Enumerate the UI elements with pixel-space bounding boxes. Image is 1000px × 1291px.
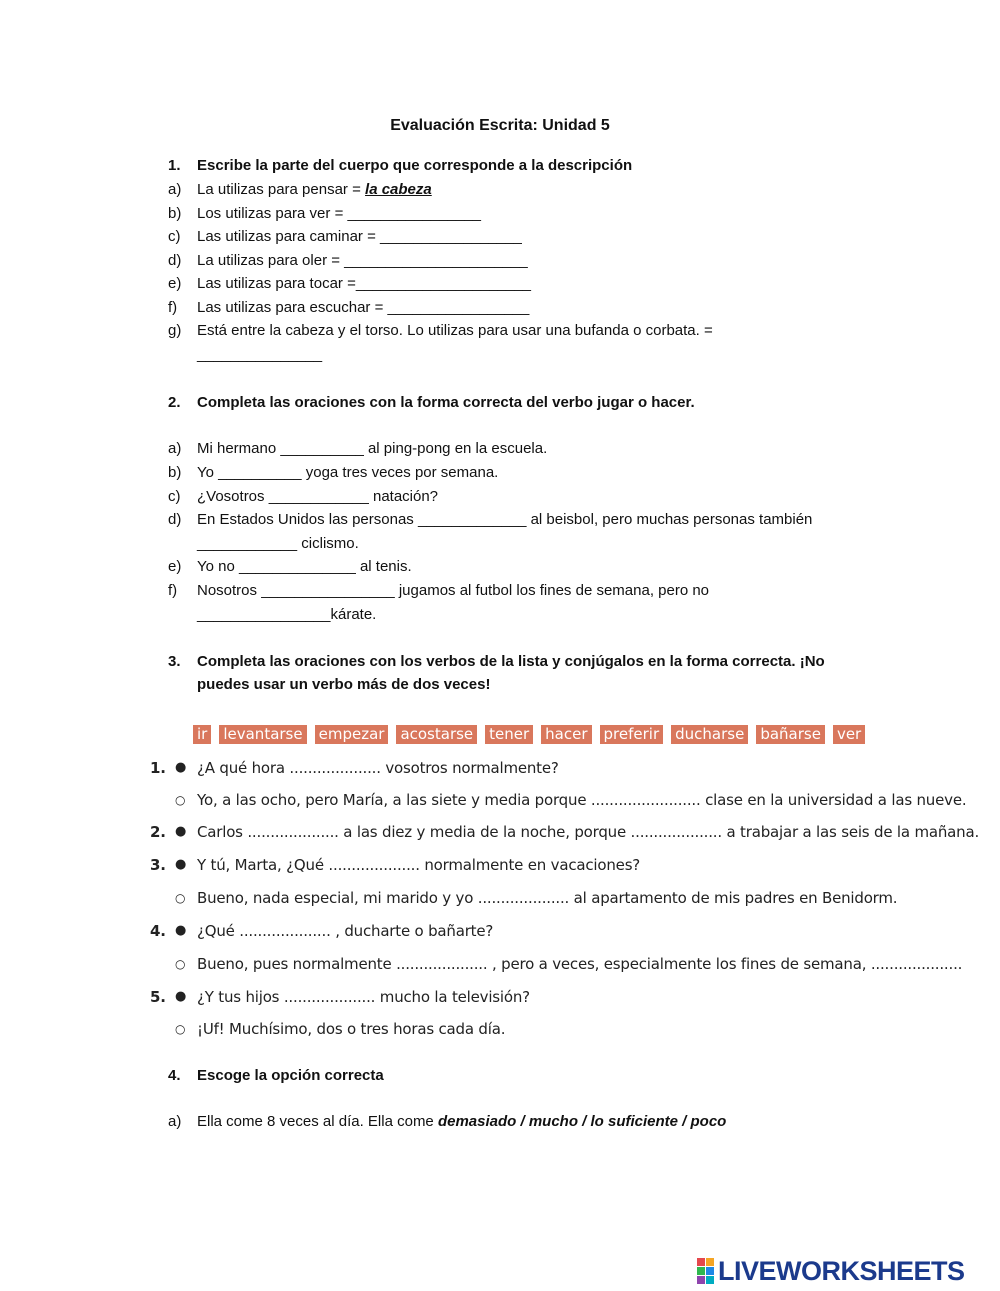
dialogue-number: 4.: [150, 922, 166, 940]
item-label: e): [168, 558, 182, 575]
question-2f-continuation[interactable]: ________________kárate.: [197, 606, 377, 623]
question-1c: [168, 225, 522, 249]
filled-bullet-icon: ●: [175, 824, 187, 839]
question-2f[interactable]: [168, 579, 709, 603]
question-1b: [168, 202, 481, 226]
hollow-bullet-icon: ○: [175, 891, 186, 905]
item-label: b): [168, 464, 182, 481]
word-bank: [193, 725, 865, 745]
item-text[interactable]: Las utilizas para caminar = _________________: [197, 228, 522, 245]
question-1a: [168, 178, 432, 202]
choice-options[interactable]: demasiado / mucho / lo suficiente / poco: [437, 1113, 727, 1130]
section-4-heading: [168, 1064, 857, 1087]
item-label: c): [168, 488, 181, 505]
word-chip-empezar: empezar: [315, 725, 389, 744]
filled-bullet-icon: ●: [175, 923, 187, 938]
section-1-heading: [168, 154, 857, 177]
item-label: g): [168, 322, 182, 339]
word-chip-ver: ver: [833, 725, 865, 744]
item-text: La utilizas para pensar =: [197, 181, 366, 198]
word-chip-acostarse: acostarse: [396, 725, 477, 744]
filled-bullet-icon: ●: [175, 989, 187, 1004]
word-chip-levantarse: levantarse: [219, 725, 306, 744]
question-2d-continuation[interactable]: ____________ ciclismo.: [197, 535, 359, 552]
item-label: f): [168, 582, 178, 599]
hollow-bullet-icon: ○: [175, 957, 186, 971]
item-text: En Estados Unidos las personas _____________ al beisbol, pero muchas personas también: [197, 511, 813, 528]
liveworksheets-logo: [697, 1256, 965, 1286]
item-text: Yo no ______________ al tenis.: [197, 558, 412, 575]
dialogue-number: 3.: [150, 856, 166, 874]
question-4a: [168, 1110, 726, 1134]
dialogue-number: 2.: [150, 823, 166, 841]
word-chip-tener: tener: [485, 725, 533, 744]
item-label: a): [168, 440, 182, 457]
section-3-heading-text: Completa las oraciones con los verbos de la lista y conjúgalos en la forma correcta. ¡No puedes usar un verbo más de dos veces!: [197, 653, 825, 693]
question-1e: [168, 272, 531, 296]
dialogue-text: Carlos .................... a las diez y media de la noche, porque .................... a trabajar a las seis de la mañana.: [197, 823, 980, 841]
item-label: f): [168, 298, 178, 316]
answer-1a[interactable]: la cabeza: [365, 181, 432, 198]
section-4-number: 4.: [168, 1067, 181, 1084]
section-4-heading-text: Escoge la opción correcta: [197, 1067, 384, 1084]
dialogue-text: Bueno, nada especial, mi marido y yo .................... al apartamento de mis padres en Benidorm.: [197, 889, 898, 907]
section-1-heading-text: Escribe la parte del cuerpo que corresponde a la descripción: [197, 157, 633, 174]
item-label: a): [168, 181, 182, 198]
hollow-bullet-icon: ○: [175, 1022, 186, 1036]
word-chip-banarse: bañarse: [756, 725, 825, 744]
item-label: a): [168, 1113, 182, 1130]
item-text[interactable]: Las utilizas para escuchar = _________________: [197, 298, 530, 316]
word-chip-preferir: preferir: [600, 725, 664, 744]
dialogue-text: Yo, a las ocho, pero María, a las siete y media porque ........................ clase en la universidad a las nueve.: [197, 791, 967, 809]
dialogue-text: ¿A qué hora .................... vosotros normalmente?: [197, 759, 559, 777]
section-2-number: 2.: [168, 394, 181, 411]
item-text[interactable]: Las utilizas para tocar =_____________________: [197, 275, 532, 292]
dialogue-text: ¡Uf! Muchísimo, dos o tres horas cada día.: [197, 1020, 506, 1038]
hollow-bullet-icon: ○: [175, 793, 186, 807]
item-text: Está entre la cabeza y el torso. Lo utilizas para usar una bufanda o corbata. =: [197, 322, 713, 339]
question-2d[interactable]: [168, 508, 812, 532]
dialogue-text: ¿Y tus hijos .................... mucho la televisión?: [197, 988, 530, 1006]
item-text[interactable]: La utilizas para oler = ______________________: [197, 251, 528, 269]
item-label: d): [168, 251, 182, 269]
dialogue-number: 5.: [150, 988, 166, 1006]
item-text: Ella come 8 veces al día. Ella come: [197, 1113, 438, 1130]
item-text: Nosotros ________________ jugamos al futbol los fines de semana, pero no: [197, 582, 710, 599]
filled-bullet-icon: ●: [175, 857, 187, 872]
answer-blank-1g[interactable]: _______________: [197, 346, 323, 363]
question-1d: [168, 249, 528, 273]
dialogue-text: ¿Qué .................... , ducharte o bañarte?: [197, 922, 494, 940]
item-label: c): [168, 228, 181, 245]
item-text: Mi hermano __________ al ping-pong en la escuela.: [197, 440, 548, 457]
word-chip-hacer: hacer: [541, 725, 591, 744]
question-1f: [168, 296, 529, 320]
logo-text: LIVEWORKSHEETS: [718, 1255, 965, 1286]
question-2e[interactable]: [168, 555, 412, 579]
question-2b[interactable]: [168, 461, 498, 485]
dialogue-text: Y tú, Marta, ¿Qué .................... normalmente en vacaciones?: [197, 856, 641, 874]
word-chip-ducharse: ducharse: [671, 725, 748, 744]
item-text: ¿Vosotros ____________ natación?: [197, 488, 439, 505]
item-text: Yo __________ yoga tres veces por semana.: [197, 464, 499, 481]
section-1-number: 1.: [168, 157, 181, 174]
logo-mark-icon: [697, 1258, 714, 1284]
question-2c[interactable]: [168, 485, 438, 509]
item-text[interactable]: Los utilizas para ver = ________________: [197, 204, 481, 222]
item-label: e): [168, 275, 182, 292]
dialogue-number: 1.: [150, 759, 166, 777]
page-title: Evaluación Escrita: Unidad 5: [390, 117, 610, 134]
question-1g: [168, 319, 713, 343]
section-2-heading: [168, 391, 857, 414]
question-2a[interactable]: [168, 437, 547, 461]
dialogue-text: Bueno, pues normalmente .................... , pero a veces, especialmente los fines de semana, ....................: [197, 955, 963, 973]
section-2-heading-text: Completa las oraciones con la forma correcta del verbo jugar o hacer.: [197, 394, 695, 411]
section-3-number: 3.: [168, 653, 181, 670]
word-chip-ir: ir: [193, 725, 211, 744]
filled-bullet-icon: ●: [175, 760, 187, 775]
item-label: d): [168, 511, 182, 528]
section-3-heading: [168, 650, 857, 696]
item-label: b): [168, 204, 182, 222]
